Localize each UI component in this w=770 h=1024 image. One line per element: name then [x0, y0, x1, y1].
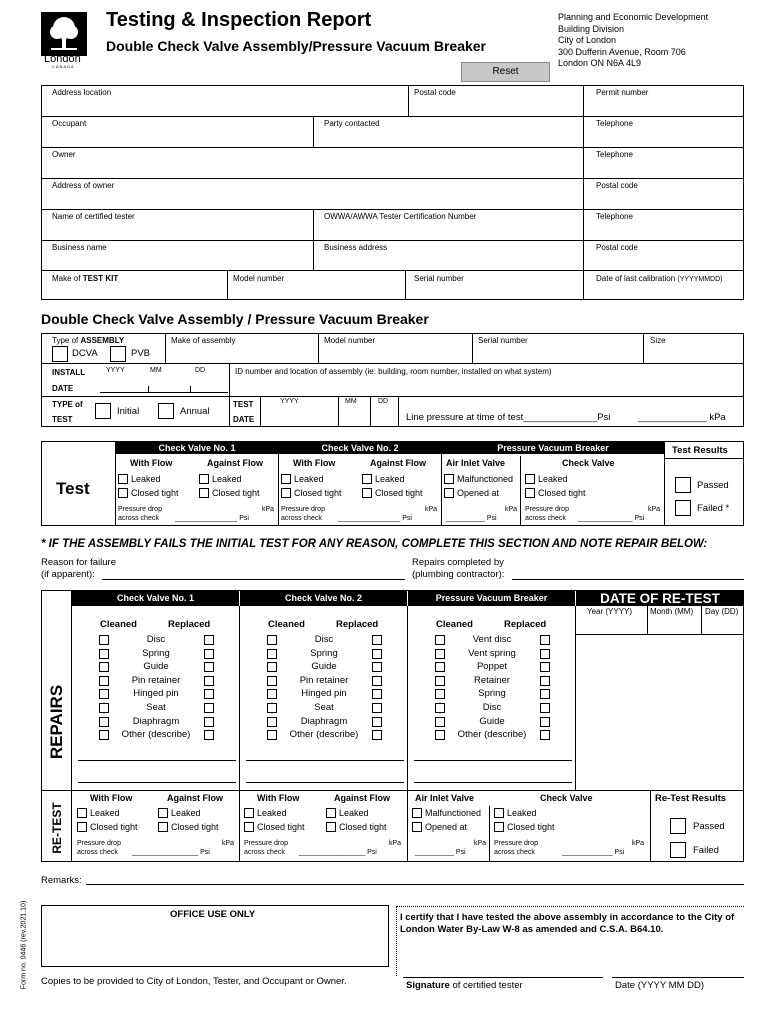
pvb-cv-leaked-checkbox[interactable] [525, 474, 535, 484]
copies-note: Copies to be provided to City of London, Tester, and Occupant or Owner. [41, 976, 347, 987]
remarks-field[interactable] [86, 884, 744, 885]
cv2-wf-closed-label: Closed tight [294, 488, 342, 498]
type-of-label: Type of [52, 336, 81, 345]
cv1-replaced-checkbox[interactable] [204, 730, 214, 740]
cv2-repair-item: Diaphragm [300, 715, 348, 727]
pvb-opened-checkbox[interactable] [444, 488, 454, 498]
repair-pvb-header: Pressure Vacuum Breaker [408, 591, 575, 606]
rt-cv1-kpa: kPa [222, 840, 235, 847]
retest-failed-checkbox[interactable] [670, 842, 686, 858]
rt-cv1-af-leaked-checkbox[interactable] [158, 808, 168, 818]
retest-passed-checkbox[interactable] [670, 818, 686, 834]
install-date-label: DATE [52, 384, 74, 393]
rt-cv2-af-closed-checkbox[interactable] [326, 822, 336, 832]
dcva-checkbox[interactable] [52, 346, 68, 362]
test-mm[interactable]: MM [345, 398, 357, 405]
cv2-replaced-checkbox[interactable] [372, 703, 382, 713]
occupant-field[interactable]: Occupant [52, 119, 87, 128]
pvb-cleaned-checkbox[interactable] [435, 703, 445, 713]
test-yyyy[interactable]: YYYY [280, 398, 299, 405]
rt-cv1-af-closed-label: Closed tight [171, 822, 219, 832]
rt-pvb-kpa: kPa [632, 840, 645, 847]
cv2-describe-line-2[interactable] [246, 782, 404, 783]
cv2-replaced-checkbox[interactable] [372, 649, 382, 659]
test-failed-checkbox[interactable] [675, 500, 691, 516]
rt-pvb-cv-leaked-checkbox[interactable] [494, 808, 504, 818]
pvb-replaced-checkbox[interactable] [540, 662, 550, 672]
initial-label: Initial [117, 406, 140, 417]
repairs-completed-label: Repairs completed by [412, 557, 504, 568]
cv2-replaced-checkbox[interactable] [372, 662, 382, 672]
make-of-label: Make of [52, 274, 83, 283]
type-of-test-label: TYPE of [52, 400, 83, 409]
cv1-repair-item: Diaphragm [132, 715, 180, 727]
rt-cv1-af-closed-checkbox[interactable] [158, 822, 168, 832]
pvb-cleaned-checkbox[interactable] [435, 649, 445, 659]
rt-pvb-pressure-drop: Pressure drop [494, 840, 538, 847]
cv2-cleaned-checkbox[interactable] [267, 635, 277, 645]
cv1-across-check-label: across check [118, 515, 159, 522]
rt-cv2-wf-leaked-checkbox[interactable] [244, 808, 254, 818]
office-use-label: OFFICE USE ONLY [170, 909, 256, 920]
cv2-replaced-checkbox[interactable] [372, 635, 382, 645]
rt-cv1-pressure-drop: Pressure drop [77, 840, 121, 847]
owner-field[interactable]: Owner [52, 150, 76, 159]
reason-failure-field[interactable] [102, 579, 405, 580]
cv2-cleaned-checkbox[interactable] [267, 676, 277, 686]
rt-cv2-across-check: across check [244, 849, 285, 856]
business-address-field[interactable]: Business address [324, 243, 388, 252]
test-dd[interactable]: DD [378, 398, 389, 405]
cv1-repair-item: Disc [146, 634, 166, 645]
cv2-repair-item: Seat [314, 702, 334, 713]
rt-cv1-psi-field[interactable]: _________________ Psi [132, 849, 210, 856]
pvb-replaced-checkbox[interactable] [540, 717, 550, 727]
cv1-replaced-checkbox[interactable] [204, 717, 214, 727]
retest-month-field[interactable]: Month (MM) [650, 607, 694, 616]
cv2-repair-item: Pin retainer [299, 674, 349, 686]
cv1-af-leaked-label: Leaked [212, 474, 242, 484]
rt-cv1-wf-leaked-checkbox[interactable] [77, 808, 87, 818]
cv1-cleaned-checkbox[interactable] [99, 730, 109, 740]
signature-field[interactable] [403, 977, 603, 978]
pvb-repair-item: Retainer [474, 674, 510, 686]
rt-cv1-across-check: across check [77, 849, 118, 856]
serial-number-field[interactable]: Serial number [414, 274, 464, 283]
cv2-replaced-checkbox[interactable] [372, 730, 382, 740]
rt-cv2-against-flow: Against Flow [334, 793, 390, 803]
assembly-id-location-field[interactable]: ID number and location of assembly (ie: building, room number, installed on what system) [235, 367, 552, 376]
cv2-af-closed-label: Closed tight [375, 488, 423, 498]
line-pressure-kpa-field[interactable]: _____________ kPa [638, 412, 726, 423]
cv1-describe-line-1[interactable] [78, 760, 236, 761]
cv2-cleaned-label: Cleaned [268, 619, 305, 630]
rt-cv2-af-leaked-checkbox[interactable] [326, 808, 336, 818]
cv1-describe-line-2[interactable] [78, 782, 236, 783]
logo-text: London [44, 53, 81, 65]
cv1-repair-item: Hinged pin [133, 688, 179, 700]
cv1-psi-field[interactable]: ________________ Psi [175, 515, 249, 522]
address-owner-field[interactable]: Address of owner [52, 181, 115, 190]
pvb-cv-closed-checkbox[interactable] [525, 488, 535, 498]
pvb-across-check-label: across check [525, 515, 566, 522]
pvb-replaced-checkbox[interactable] [540, 703, 550, 713]
rt-cv2-wf-closed-checkbox[interactable] [244, 822, 254, 832]
pvb-cv-leaked-label: Leaked [538, 474, 568, 484]
cv1-against-flow-label: Against Flow [207, 458, 263, 468]
cv2-wf-leaked-label: Leaked [294, 474, 324, 484]
cv1-cleaned-checkbox[interactable] [99, 703, 109, 713]
pvb-replaced-checkbox[interactable] [540, 689, 550, 699]
rt-pvb-air-inlet: Air Inlet Valve [415, 793, 475, 803]
cv1-replaced-checkbox[interactable] [204, 649, 214, 659]
test-failed-label: Failed * [697, 503, 730, 514]
pvb-opened-label: Opened at [457, 488, 500, 498]
test-pvb-header: Pressure Vacuum Breaker [442, 442, 664, 454]
tree-icon [41, 12, 87, 56]
repair-cv2-header: Check Valve No. 2 [240, 591, 407, 606]
pvb-check-valve-label: Check Valve [562, 458, 615, 468]
cv1-wf-closed-label: Closed tight [131, 488, 179, 498]
page-title: Testing & Inspection Report [106, 9, 372, 31]
reset-button[interactable] [461, 62, 550, 82]
pvb-malfunctioned-label: Malfunctioned [457, 474, 514, 484]
assembly-model-field[interactable]: Model number [324, 336, 376, 345]
pvb-psi-field[interactable]: ______________ Psi [578, 515, 645, 522]
pvb-ai-kpa-label: kPa [505, 506, 518, 513]
cv2-against-flow-label: Against Flow [370, 458, 426, 468]
address-line: London ON N6A 4L9 [558, 58, 642, 68]
rt-pvb-cv-closed-label: Closed tight [507, 822, 555, 832]
cv1-af-closed-label: Closed tight [212, 488, 260, 498]
cv2-af-leaked-checkbox[interactable] [362, 474, 372, 484]
cv2-pressure-drop-label: Pressure drop [281, 506, 325, 513]
pvb-repair-item: Poppet [476, 661, 508, 673]
install-label: INSTALL [52, 368, 86, 377]
signature-bold: Signature [406, 980, 450, 991]
cv1-cleaned-checkbox[interactable] [99, 717, 109, 727]
pvb-kpa-label: kPa [648, 506, 661, 513]
test-results-header: Test Results [672, 445, 728, 456]
test-label: Test [56, 479, 90, 498]
pvb-air-inlet-label: Air Inlet Valve [446, 458, 506, 468]
rt-cv2-wf-leaked-label: Leaked [257, 808, 287, 818]
cv2-af-closed-checkbox[interactable] [362, 488, 372, 498]
plumbing-contractor-label: (plumbing contractor): [412, 569, 505, 580]
retest-passed-label: Passed [693, 821, 725, 832]
pvb-replaced-checkbox[interactable] [540, 730, 550, 740]
certification-text: I certify that I have tested the above assembly in accordance to the City of London Water By-Law W-8 as amended and C.S.A. B64.10. [400, 912, 735, 935]
cv1-repair-item: Other (describe) [121, 729, 191, 741]
pvb-repair-item: Disc [482, 702, 502, 713]
address-line: City of London [558, 35, 617, 45]
page-subtitle: Double Check Valve Assembly/Pressure Vacuum Breaker [106, 38, 487, 54]
cv1-cleaned-checkbox[interactable] [99, 689, 109, 699]
pvb-cleaned-checkbox[interactable] [435, 676, 445, 686]
address-line: 300 Dufferin Avenue, Room 706 [558, 46, 686, 57]
cv2-cleaned-checkbox[interactable] [267, 703, 277, 713]
rt-cv1-against-flow: Against Flow [167, 793, 223, 803]
signature-rest: of certified tester [449, 980, 523, 991]
cv1-replaced-checkbox[interactable] [204, 676, 214, 686]
cv2-repair-item: Guide [311, 661, 337, 673]
rt-cv1-wf-closed-label: Closed tight [90, 822, 138, 832]
rt-cv2-pressure-drop: Pressure drop [244, 840, 288, 847]
city-logo [41, 12, 87, 56]
install-mm[interactable]: MM [150, 367, 162, 374]
assembly-serial-field[interactable]: Serial number [478, 336, 528, 345]
cv1-repair-item: Spring [142, 647, 170, 659]
pvb-cleaned-checkbox[interactable] [435, 662, 445, 672]
cv1-kpa-label: kPa [262, 506, 275, 513]
rt-cv1-with-flow: With Flow [90, 793, 133, 803]
department-address [558, 12, 708, 70]
dcva-label: DCVA [72, 348, 98, 359]
pvb-pressure-drop-label: Pressure drop [525, 506, 569, 513]
cv2-repair-item: Other (describe) [289, 729, 359, 741]
test-passed-checkbox[interactable] [675, 477, 691, 493]
owner-postal-code-field[interactable]: Postal code [596, 181, 638, 190]
test-passed-label: Passed [697, 480, 729, 491]
repair-cv1-header: Check Valve No. 1 [72, 591, 239, 606]
initial-checkbox[interactable] [95, 403, 111, 419]
rt-pvb-opened-label: Opened at [425, 822, 468, 832]
telephone-field[interactable]: Telephone [596, 119, 633, 128]
business-name-field[interactable]: Business name [52, 243, 107, 252]
cv1-af-closed-checkbox[interactable] [199, 488, 209, 498]
info-grid [41, 85, 744, 300]
cv2-cleaned-checkbox[interactable] [267, 689, 277, 699]
model-number-field[interactable]: Model number [233, 274, 285, 283]
pvb-cleaned-label: Cleaned [436, 619, 473, 630]
repairs-side-label: REPAIRS [47, 684, 66, 760]
retest-results-header: Re-Test Results [655, 793, 727, 804]
rt-cv2-kpa: kPa [389, 840, 402, 847]
cv1-with-flow-label: With Flow [130, 458, 173, 468]
retest-year-field[interactable]: Year (YYYY) [587, 607, 633, 616]
cv2-cleaned-checkbox[interactable] [267, 662, 277, 672]
rt-pvb-malfunctioned-checkbox[interactable] [412, 808, 422, 818]
pvb-cv-closed-label: Closed tight [538, 488, 586, 498]
rt-pvb-across-check: across check [494, 849, 535, 856]
owner-telephone-field[interactable]: Telephone [596, 150, 633, 159]
rt-cv1-wf-leaked-label: Leaked [90, 808, 120, 818]
rt-pvb-ai-kpa: kPa [474, 840, 487, 847]
retest-side-label: RE-TEST [50, 802, 64, 854]
pvb-repair-item: Other (describe) [457, 729, 527, 741]
logo-sub: CANADA [52, 64, 75, 69]
cv1-cleaned-checkbox[interactable] [99, 649, 109, 659]
cv2-cleaned-checkbox[interactable] [267, 649, 277, 659]
cv2-repair-item: Disc [314, 634, 334, 645]
party-contacted-field[interactable]: Party contacted [324, 119, 380, 128]
cv2-wf-closed-checkbox[interactable] [281, 488, 291, 498]
annual-checkbox[interactable] [158, 403, 174, 419]
cv1-wf-closed-checkbox[interactable] [118, 488, 128, 498]
pvb-ai-psi-field[interactable]: __________ Psi [446, 515, 497, 522]
pvb-replaced-checkbox[interactable] [540, 676, 550, 686]
pvb-malfunctioned-checkbox[interactable] [444, 474, 454, 484]
remarks-label: Remarks: [41, 875, 82, 886]
address-line: Building Division [558, 23, 625, 34]
pvb-repair-item: Guide [479, 715, 505, 727]
business-postal-field[interactable]: Postal code [596, 243, 638, 252]
pvb-repair-item: Vent disc [472, 634, 512, 645]
cv2-kpa-label: kPa [425, 506, 438, 513]
pvb-cleaned-checkbox[interactable] [435, 717, 445, 727]
calibration-format: (YYYYMMDD) [677, 276, 723, 283]
repairs-completed-field[interactable] [512, 579, 744, 580]
cv1-cleaned-checkbox[interactable] [99, 662, 109, 672]
rt-pvb-cv-closed-checkbox[interactable] [494, 822, 504, 832]
assembly-size-field[interactable]: Size [650, 336, 666, 345]
retest-failed-label: Failed [693, 845, 719, 856]
cv1-replaced-checkbox[interactable] [204, 662, 214, 672]
address-line: Planning and Economic Development [558, 12, 709, 22]
assembly-type-label [52, 336, 124, 345]
rt-pvb-opened-checkbox[interactable] [412, 822, 422, 832]
rt-cv2-af-leaked-label: Leaked [339, 808, 369, 818]
cv2-replaced-checkbox[interactable] [372, 676, 382, 686]
calibration-label: Date of last calibration [596, 274, 678, 283]
address-location-field[interactable]: Address location [52, 88, 112, 97]
cv1-replaced-checkbox[interactable] [204, 635, 214, 645]
line-pressure-psi-field[interactable]: Line pressure at time of test______________Psi [406, 412, 611, 423]
cv2-repair-item: Spring [310, 647, 338, 659]
cv1-wf-leaked-checkbox[interactable] [118, 474, 128, 484]
pvb-cleaned-checkbox[interactable] [435, 730, 445, 740]
cv1-repair-item: Seat [146, 702, 166, 713]
pvb-repair-item: Spring [478, 688, 506, 700]
rt-pvb-psi-field[interactable]: _____________ Psi [562, 849, 625, 856]
cv2-replaced-checkbox[interactable] [372, 689, 382, 699]
assembly-word: ASSEMBLY [80, 336, 125, 345]
rt-cv2-wf-closed-label: Closed tight [257, 822, 305, 832]
cv1-replaced-checkbox[interactable] [204, 689, 214, 699]
test-date-date-word: DATE [233, 415, 255, 424]
tester-name-field[interactable]: Name of certified tester [52, 212, 135, 221]
cv1-cleaned-label: Cleaned [100, 619, 137, 630]
pvb-cleaned-checkbox[interactable] [435, 635, 445, 645]
pvb-replaced-checkbox[interactable] [540, 649, 550, 659]
pvb-checkbox[interactable] [110, 346, 126, 362]
test-kit-make-field[interactable] [52, 274, 118, 283]
pvb-describe-line-1[interactable] [414, 760, 572, 761]
cv2-across-check-label: across check [281, 515, 322, 522]
rt-pvb-ai-psi-field[interactable]: __________ Psi [415, 849, 466, 856]
annual-label: Annual [180, 406, 210, 417]
test-cv1-header: Check Valve No. 1 [116, 442, 278, 454]
cv2-repair-item: Hinged pin [301, 688, 347, 700]
install-dd[interactable]: DD [195, 367, 206, 374]
test-date-test-word: TEST [233, 400, 254, 409]
date-field[interactable] [612, 977, 744, 978]
cv1-replaced-checkbox[interactable] [204, 703, 214, 713]
rt-cv2-psi-field[interactable]: _________________ Psi [299, 849, 377, 856]
cv2-replaced-checkbox[interactable] [372, 717, 382, 727]
cv1-cleaned-checkbox[interactable] [99, 676, 109, 686]
cv2-with-flow-label: With Flow [293, 458, 336, 468]
type-test-word: TEST [52, 415, 73, 424]
cv1-af-leaked-checkbox[interactable] [199, 474, 209, 484]
rt-pvb-malfunctioned-label: Malfunctioned [425, 808, 482, 818]
signature-label [406, 980, 523, 991]
test-cv2-header: Check Valve No. 2 [279, 442, 441, 454]
pvb-replaced-label: Replaced [504, 619, 547, 630]
rt-cv2-af-closed-label: Closed tight [339, 822, 387, 832]
rt-cv1-wf-closed-checkbox[interactable] [77, 822, 87, 832]
cv2-cleaned-checkbox[interactable] [267, 717, 277, 727]
cv1-pressure-drop-label: Pressure drop [118, 506, 162, 513]
permit-number-field[interactable]: Permit number [596, 88, 649, 97]
cv2-replaced-label: Replaced [336, 619, 379, 630]
pvb-describe-line-2[interactable] [414, 782, 572, 783]
rt-cv1-af-leaked-label: Leaked [171, 808, 201, 818]
cv1-repair-item: Pin retainer [131, 674, 181, 686]
cv1-repair-item: Guide [143, 661, 169, 673]
owwa-number-field[interactable]: OWWA/AWWA Tester Certification Number [324, 212, 477, 221]
cv2-af-leaked-label: Leaked [375, 474, 405, 484]
date-format-label: Date (YYYY MM DD) [615, 980, 705, 991]
cv1-cleaned-checkbox[interactable] [99, 635, 109, 645]
cv2-cleaned-checkbox[interactable] [267, 730, 277, 740]
reason-failure-label: Reason for failure [41, 557, 116, 568]
pvb-repair-item: Vent spring [468, 647, 516, 659]
pvb-cleaned-checkbox[interactable] [435, 689, 445, 699]
form-number: Form no. 0446 (rev.2021.10) [20, 900, 28, 990]
install-yyyy[interactable]: YYYY [106, 367, 125, 374]
rt-pvb-cv-leaked-label: Leaked [507, 808, 537, 818]
rt-pvb-check-valve: Check Valve [540, 793, 593, 803]
test-kit-label: TEST KIT [82, 274, 119, 283]
make-of-assembly-field[interactable]: Make of assembly [171, 336, 236, 345]
cv2-psi-field[interactable]: ________________ Psi [338, 515, 412, 522]
assembly-section-title: Double Check Valve Assembly / Pressure Vacuum Breaker [41, 311, 429, 327]
pvb-label: PVB [131, 348, 151, 359]
if-apparent-label: (if apparent): [41, 569, 95, 580]
reset-label: Reset [492, 66, 519, 77]
postal-code-field[interactable]: Postal code [414, 88, 456, 97]
cv1-wf-leaked-label: Leaked [131, 474, 161, 484]
pvb-replaced-checkbox[interactable] [540, 635, 550, 645]
rt-cv2-with-flow: With Flow [257, 793, 300, 803]
tester-telephone-field[interactable]: Telephone [596, 212, 633, 221]
cv2-wf-leaked-checkbox[interactable] [281, 474, 291, 484]
retest-day-field[interactable]: Day (DD) [705, 607, 739, 616]
cv1-replaced-label: Replaced [168, 619, 211, 630]
date-retest-header: DATE OF RE-TEST [576, 591, 744, 606]
cv2-describe-line-1[interactable] [246, 760, 404, 761]
calibration-date-field[interactable] [596, 274, 723, 283]
fail-notice: * IF THE ASSEMBLY FAILS THE INITIAL TEST FOR ANY REASON, COMPLETE THIS SECTION AND NOTE REPAIR BELOW: [41, 538, 708, 550]
